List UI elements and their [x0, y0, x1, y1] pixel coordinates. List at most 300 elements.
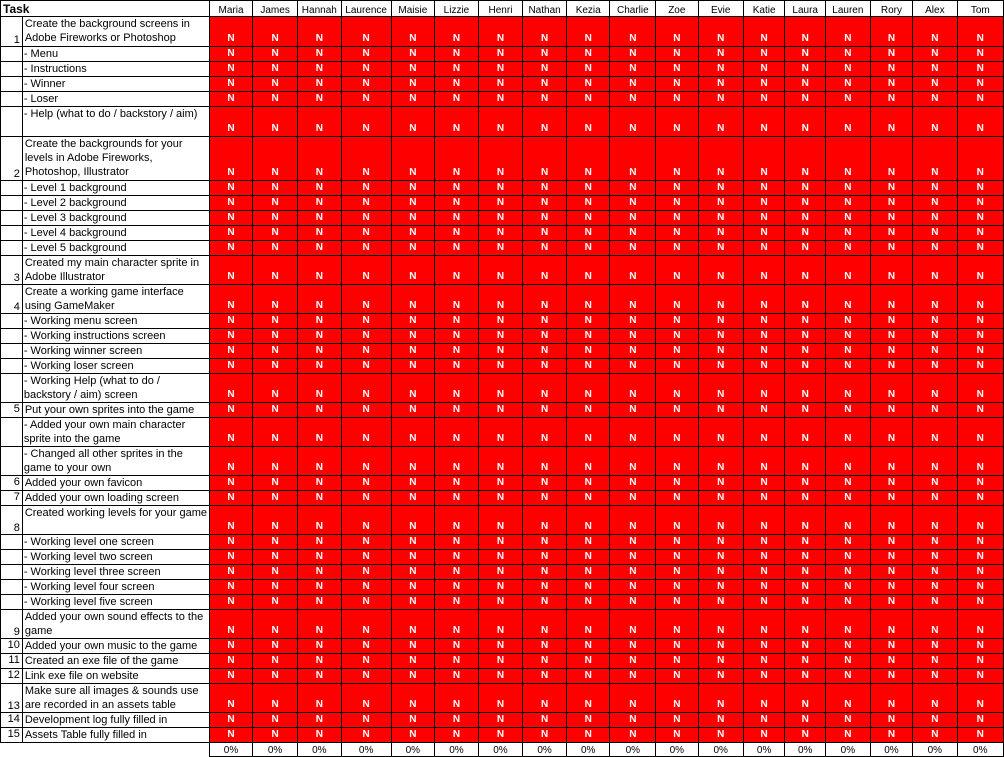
task-label[interactable]: Added your own loading screen: [22, 491, 209, 506]
status-cell[interactable]: N: [826, 211, 871, 226]
student-header-henri[interactable]: Henri: [478, 1, 522, 17]
status-cell[interactable]: N: [826, 226, 871, 241]
status-cell[interactable]: N: [826, 107, 871, 137]
status-cell[interactable]: N: [523, 669, 567, 684]
status-cell[interactable]: N: [209, 314, 253, 329]
status-cell[interactable]: N: [297, 639, 341, 654]
status-cell[interactable]: N: [253, 107, 298, 137]
task-number[interactable]: 8: [1, 506, 23, 535]
status-cell[interactable]: N: [957, 226, 1003, 241]
status-cell[interactable]: N: [826, 565, 871, 580]
status-cell[interactable]: N: [478, 314, 522, 329]
status-cell[interactable]: N: [391, 256, 435, 285]
status-cell[interactable]: N: [826, 92, 871, 107]
subtask-label[interactable]: - Working Help (what to do / backstory / aim) screen: [22, 374, 209, 403]
student-header-zoe[interactable]: Zoe: [656, 1, 698, 17]
status-cell[interactable]: N: [743, 684, 785, 713]
status-cell[interactable]: N: [656, 403, 698, 418]
status-cell[interactable]: N: [698, 92, 743, 107]
subtask-label[interactable]: - Working loser screen: [22, 359, 209, 374]
subtask-label[interactable]: - Level 5 background: [22, 241, 209, 256]
status-cell[interactable]: N: [253, 684, 298, 713]
status-cell[interactable]: N: [209, 728, 253, 743]
status-cell[interactable]: N: [209, 506, 253, 535]
status-cell[interactable]: N: [566, 17, 610, 47]
status-cell[interactable]: N: [743, 107, 785, 137]
status-cell[interactable]: N: [785, 344, 826, 359]
status-cell[interactable]: N: [957, 77, 1003, 92]
status-cell[interactable]: N: [391, 241, 435, 256]
status-cell[interactable]: N: [656, 447, 698, 476]
status-cell[interactable]: N: [391, 610, 435, 639]
status-cell[interactable]: N: [566, 196, 610, 211]
status-cell[interactable]: N: [698, 403, 743, 418]
student-header-rory[interactable]: Rory: [870, 1, 912, 17]
status-cell[interactable]: N: [913, 107, 957, 137]
status-cell[interactable]: N: [870, 565, 912, 580]
status-cell[interactable]: N: [435, 713, 479, 728]
status-cell[interactable]: N: [698, 476, 743, 491]
status-cell[interactable]: N: [435, 256, 479, 285]
completion-percentage[interactable]: 0%: [656, 743, 698, 757]
status-cell[interactable]: N: [478, 374, 522, 403]
task-number[interactable]: [1, 47, 23, 62]
status-cell[interactable]: N: [253, 314, 298, 329]
status-cell[interactable]: N: [523, 418, 567, 447]
status-cell[interactable]: N: [297, 580, 341, 595]
status-cell[interactable]: N: [785, 47, 826, 62]
subtask-label[interactable]: - Working level four screen: [22, 580, 209, 595]
task-number[interactable]: [1, 447, 23, 476]
status-cell[interactable]: N: [913, 728, 957, 743]
student-header-hannah[interactable]: Hannah: [297, 1, 341, 17]
status-cell[interactable]: N: [209, 196, 253, 211]
status-cell[interactable]: N: [610, 77, 656, 92]
status-cell[interactable]: N: [698, 374, 743, 403]
status-cell[interactable]: N: [610, 47, 656, 62]
status-cell[interactable]: N: [253, 639, 298, 654]
status-cell[interactable]: N: [478, 476, 522, 491]
status-cell[interactable]: N: [957, 62, 1003, 77]
status-cell[interactable]: N: [957, 107, 1003, 137]
status-cell[interactable]: N: [566, 241, 610, 256]
status-cell[interactable]: N: [435, 329, 479, 344]
status-cell[interactable]: N: [913, 285, 957, 314]
status-cell[interactable]: N: [656, 285, 698, 314]
status-cell[interactable]: N: [391, 226, 435, 241]
status-cell[interactable]: N: [478, 47, 522, 62]
completion-percentage[interactable]: 0%: [435, 743, 479, 757]
status-cell[interactable]: N: [610, 256, 656, 285]
status-cell[interactable]: N: [785, 62, 826, 77]
status-cell[interactable]: N: [435, 565, 479, 580]
status-cell[interactable]: N: [391, 506, 435, 535]
status-cell[interactable]: N: [913, 374, 957, 403]
status-cell[interactable]: N: [610, 684, 656, 713]
status-cell[interactable]: N: [391, 669, 435, 684]
status-cell[interactable]: N: [341, 344, 391, 359]
status-cell[interactable]: N: [478, 654, 522, 669]
status-cell[interactable]: N: [523, 62, 567, 77]
status-cell[interactable]: N: [566, 256, 610, 285]
status-cell[interactable]: N: [957, 17, 1003, 47]
status-cell[interactable]: N: [785, 137, 826, 181]
status-cell[interactable]: N: [656, 256, 698, 285]
status-cell[interactable]: N: [341, 654, 391, 669]
status-cell[interactable]: N: [957, 329, 1003, 344]
status-cell[interactable]: N: [435, 314, 479, 329]
status-cell[interactable]: N: [566, 580, 610, 595]
status-cell[interactable]: N: [913, 476, 957, 491]
status-cell[interactable]: N: [826, 344, 871, 359]
status-cell[interactable]: N: [523, 728, 567, 743]
status-cell[interactable]: N: [826, 684, 871, 713]
status-cell[interactable]: N: [523, 285, 567, 314]
status-cell[interactable]: N: [913, 329, 957, 344]
status-cell[interactable]: N: [870, 447, 912, 476]
status-cell[interactable]: N: [297, 47, 341, 62]
status-cell[interactable]: N: [785, 374, 826, 403]
status-cell[interactable]: N: [478, 418, 522, 447]
status-cell[interactable]: N: [391, 329, 435, 344]
subtask-label[interactable]: - Level 3 background: [22, 211, 209, 226]
status-cell[interactable]: N: [957, 256, 1003, 285]
task-number[interactable]: 14: [1, 713, 23, 728]
status-cell[interactable]: N: [826, 329, 871, 344]
status-cell[interactable]: N: [610, 329, 656, 344]
completion-percentage[interactable]: 0%: [698, 743, 743, 757]
status-cell[interactable]: N: [826, 47, 871, 62]
status-cell[interactable]: N: [743, 654, 785, 669]
status-cell[interactable]: N: [656, 47, 698, 62]
status-cell[interactable]: N: [253, 535, 298, 550]
task-label[interactable]: Create a working game interface using GameMaker: [22, 285, 209, 314]
task-number[interactable]: 9: [1, 610, 23, 639]
status-cell[interactable]: N: [391, 359, 435, 374]
status-cell[interactable]: N: [826, 196, 871, 211]
status-cell[interactable]: N: [870, 610, 912, 639]
status-cell[interactable]: N: [698, 17, 743, 47]
status-cell[interactable]: N: [913, 17, 957, 47]
status-cell[interactable]: N: [870, 314, 912, 329]
status-cell[interactable]: N: [478, 329, 522, 344]
status-cell[interactable]: N: [391, 403, 435, 418]
status-cell[interactable]: N: [478, 595, 522, 610]
status-cell[interactable]: N: [209, 447, 253, 476]
student-header-maria[interactable]: Maria: [209, 1, 253, 17]
task-number[interactable]: 5: [1, 403, 23, 418]
status-cell[interactable]: N: [297, 226, 341, 241]
status-cell[interactable]: N: [435, 241, 479, 256]
status-cell[interactable]: N: [297, 181, 341, 196]
subtask-label[interactable]: - Level 1 background: [22, 181, 209, 196]
status-cell[interactable]: N: [435, 595, 479, 610]
completion-percentage[interactable]: 0%: [341, 743, 391, 757]
status-cell[interactable]: N: [435, 17, 479, 47]
status-cell[interactable]: N: [698, 211, 743, 226]
status-cell[interactable]: N: [209, 684, 253, 713]
status-cell[interactable]: N: [523, 595, 567, 610]
status-cell[interactable]: N: [656, 418, 698, 447]
status-cell[interactable]: N: [297, 403, 341, 418]
status-cell[interactable]: N: [297, 728, 341, 743]
status-cell[interactable]: N: [743, 17, 785, 47]
status-cell[interactable]: N: [610, 639, 656, 654]
task-number[interactable]: [1, 211, 23, 226]
status-cell[interactable]: N: [913, 181, 957, 196]
status-cell[interactable]: N: [523, 565, 567, 580]
status-cell[interactable]: N: [870, 107, 912, 137]
status-cell[interactable]: N: [743, 285, 785, 314]
status-cell[interactable]: N: [957, 713, 1003, 728]
status-cell[interactable]: N: [870, 595, 912, 610]
task-number[interactable]: [1, 374, 23, 403]
status-cell[interactable]: N: [743, 241, 785, 256]
status-cell[interactable]: N: [656, 17, 698, 47]
status-cell[interactable]: N: [826, 17, 871, 47]
completion-percentage[interactable]: 0%: [297, 743, 341, 757]
status-cell[interactable]: N: [913, 506, 957, 535]
status-cell[interactable]: N: [478, 669, 522, 684]
status-cell[interactable]: N: [297, 669, 341, 684]
status-cell[interactable]: N: [523, 92, 567, 107]
status-cell[interactable]: N: [209, 580, 253, 595]
status-cell[interactable]: N: [785, 418, 826, 447]
status-cell[interactable]: N: [566, 181, 610, 196]
status-cell[interactable]: N: [870, 476, 912, 491]
status-cell[interactable]: N: [610, 285, 656, 314]
status-cell[interactable]: N: [297, 550, 341, 565]
status-cell[interactable]: N: [566, 535, 610, 550]
status-cell[interactable]: N: [566, 137, 610, 181]
status-cell[interactable]: N: [656, 491, 698, 506]
status-cell[interactable]: N: [523, 403, 567, 418]
task-number[interactable]: [1, 226, 23, 241]
status-cell[interactable]: N: [478, 211, 522, 226]
student-header-lauren[interactable]: Lauren: [826, 1, 871, 17]
status-cell[interactable]: N: [826, 550, 871, 565]
status-cell[interactable]: N: [391, 77, 435, 92]
status-cell[interactable]: N: [743, 47, 785, 62]
status-cell[interactable]: N: [785, 256, 826, 285]
status-cell[interactable]: N: [297, 314, 341, 329]
status-cell[interactable]: N: [826, 359, 871, 374]
status-cell[interactable]: N: [957, 669, 1003, 684]
status-cell[interactable]: N: [656, 77, 698, 92]
status-cell[interactable]: N: [297, 285, 341, 314]
status-cell[interactable]: N: [698, 595, 743, 610]
status-cell[interactable]: N: [913, 77, 957, 92]
task-number[interactable]: [1, 314, 23, 329]
status-cell[interactable]: N: [209, 639, 253, 654]
status-cell[interactable]: N: [785, 684, 826, 713]
status-cell[interactable]: N: [698, 654, 743, 669]
status-cell[interactable]: N: [785, 595, 826, 610]
status-cell[interactable]: N: [209, 226, 253, 241]
status-cell[interactable]: N: [341, 17, 391, 47]
status-cell[interactable]: N: [341, 639, 391, 654]
status-cell[interactable]: N: [297, 92, 341, 107]
status-cell[interactable]: N: [785, 241, 826, 256]
status-cell[interactable]: N: [913, 241, 957, 256]
status-cell[interactable]: N: [523, 639, 567, 654]
status-cell[interactable]: N: [478, 77, 522, 92]
status-cell[interactable]: N: [656, 137, 698, 181]
status-cell[interactable]: N: [435, 285, 479, 314]
status-cell[interactable]: N: [913, 359, 957, 374]
status-cell[interactable]: N: [435, 580, 479, 595]
status-cell[interactable]: N: [656, 196, 698, 211]
status-cell[interactable]: N: [656, 669, 698, 684]
status-cell[interactable]: N: [566, 713, 610, 728]
status-cell[interactable]: N: [523, 535, 567, 550]
status-cell[interactable]: N: [610, 713, 656, 728]
status-cell[interactable]: N: [435, 181, 479, 196]
status-cell[interactable]: N: [478, 62, 522, 77]
status-cell[interactable]: N: [698, 684, 743, 713]
status-cell[interactable]: N: [253, 595, 298, 610]
completion-percentage[interactable]: 0%: [870, 743, 912, 757]
status-cell[interactable]: N: [341, 447, 391, 476]
status-cell[interactable]: N: [523, 491, 567, 506]
status-cell[interactable]: N: [870, 359, 912, 374]
status-cell[interactable]: N: [297, 107, 341, 137]
status-cell[interactable]: N: [435, 639, 479, 654]
status-cell[interactable]: N: [957, 314, 1003, 329]
student-header-tom[interactable]: Tom: [957, 1, 1003, 17]
status-cell[interactable]: N: [341, 506, 391, 535]
status-cell[interactable]: N: [656, 226, 698, 241]
status-cell[interactable]: N: [785, 226, 826, 241]
status-cell[interactable]: N: [253, 344, 298, 359]
status-cell[interactable]: N: [957, 418, 1003, 447]
status-cell[interactable]: N: [523, 359, 567, 374]
status-cell[interactable]: N: [610, 403, 656, 418]
task-label[interactable]: Added your own favicon: [22, 476, 209, 491]
status-cell[interactable]: N: [698, 47, 743, 62]
status-cell[interactable]: N: [656, 107, 698, 137]
status-cell[interactable]: N: [743, 226, 785, 241]
status-cell[interactable]: N: [435, 418, 479, 447]
status-cell[interactable]: N: [826, 285, 871, 314]
status-cell[interactable]: N: [743, 669, 785, 684]
status-cell[interactable]: N: [957, 506, 1003, 535]
status-cell[interactable]: N: [698, 137, 743, 181]
subtask-label[interactable]: - Working level one screen: [22, 535, 209, 550]
status-cell[interactable]: N: [743, 359, 785, 374]
status-cell[interactable]: N: [566, 211, 610, 226]
status-cell[interactable]: N: [297, 418, 341, 447]
status-cell[interactable]: N: [698, 329, 743, 344]
status-cell[interactable]: N: [209, 403, 253, 418]
status-cell[interactable]: N: [435, 506, 479, 535]
status-cell[interactable]: N: [743, 77, 785, 92]
status-cell[interactable]: N: [826, 241, 871, 256]
status-cell[interactable]: N: [523, 196, 567, 211]
status-cell[interactable]: N: [435, 447, 479, 476]
task-number[interactable]: 1: [1, 17, 23, 47]
status-cell[interactable]: N: [656, 684, 698, 713]
status-cell[interactable]: N: [698, 639, 743, 654]
status-cell[interactable]: N: [610, 610, 656, 639]
status-cell[interactable]: N: [957, 491, 1003, 506]
status-cell[interactable]: N: [297, 329, 341, 344]
status-cell[interactable]: N: [391, 92, 435, 107]
status-cell[interactable]: N: [610, 418, 656, 447]
status-cell[interactable]: N: [435, 62, 479, 77]
status-cell[interactable]: N: [253, 654, 298, 669]
status-cell[interactable]: N: [826, 137, 871, 181]
status-cell[interactable]: N: [698, 535, 743, 550]
status-cell[interactable]: N: [743, 639, 785, 654]
status-cell[interactable]: N: [478, 285, 522, 314]
status-cell[interactable]: N: [870, 47, 912, 62]
student-header-kezia[interactable]: Kezia: [566, 1, 610, 17]
completion-percentage[interactable]: 0%: [566, 743, 610, 757]
status-cell[interactable]: N: [297, 535, 341, 550]
status-cell[interactable]: N: [209, 476, 253, 491]
task-number[interactable]: 13: [1, 684, 23, 713]
status-cell[interactable]: N: [209, 137, 253, 181]
status-cell[interactable]: N: [253, 181, 298, 196]
subtask-label[interactable]: - Loser: [22, 92, 209, 107]
status-cell[interactable]: N: [785, 580, 826, 595]
status-cell[interactable]: N: [913, 62, 957, 77]
subtask-label[interactable]: - Working menu screen: [22, 314, 209, 329]
student-header-alex[interactable]: Alex: [913, 1, 957, 17]
status-cell[interactable]: N: [391, 418, 435, 447]
status-cell[interactable]: N: [610, 17, 656, 47]
status-cell[interactable]: N: [341, 713, 391, 728]
status-cell[interactable]: N: [566, 491, 610, 506]
task-label[interactable]: Put your own sprites into the game: [22, 403, 209, 418]
status-cell[interactable]: N: [698, 359, 743, 374]
status-cell[interactable]: N: [826, 476, 871, 491]
status-cell[interactable]: N: [870, 418, 912, 447]
status-cell[interactable]: N: [566, 684, 610, 713]
status-cell[interactable]: N: [785, 314, 826, 329]
task-label[interactable]: Create the background screens in Adobe Fireworks or Photoshop: [22, 17, 209, 47]
status-cell[interactable]: N: [656, 580, 698, 595]
task-number[interactable]: [1, 241, 23, 256]
status-cell[interactable]: N: [785, 196, 826, 211]
task-number[interactable]: 11: [1, 654, 23, 669]
status-cell[interactable]: N: [826, 374, 871, 403]
status-cell[interactable]: N: [913, 669, 957, 684]
status-cell[interactable]: N: [913, 314, 957, 329]
status-cell[interactable]: N: [341, 241, 391, 256]
status-cell[interactable]: N: [209, 610, 253, 639]
status-cell[interactable]: N: [656, 654, 698, 669]
status-cell[interactable]: N: [743, 728, 785, 743]
status-cell[interactable]: N: [785, 107, 826, 137]
status-cell[interactable]: N: [656, 565, 698, 580]
status-cell[interactable]: N: [566, 92, 610, 107]
status-cell[interactable]: N: [253, 62, 298, 77]
status-cell[interactable]: N: [957, 654, 1003, 669]
task-label[interactable]: Make sure all images & sounds use are recorded in an assets table: [22, 684, 209, 713]
status-cell[interactable]: N: [698, 196, 743, 211]
status-cell[interactable]: N: [913, 447, 957, 476]
status-cell[interactable]: N: [566, 62, 610, 77]
status-cell[interactable]: N: [391, 565, 435, 580]
status-cell[interactable]: N: [341, 62, 391, 77]
task-label[interactable]: Create the backgrounds for your levels in Adobe Fireworks, Photoshop, Illustrator: [22, 137, 209, 181]
status-cell[interactable]: N: [656, 610, 698, 639]
status-cell[interactable]: N: [957, 610, 1003, 639]
status-cell[interactable]: N: [478, 226, 522, 241]
status-cell[interactable]: N: [523, 476, 567, 491]
